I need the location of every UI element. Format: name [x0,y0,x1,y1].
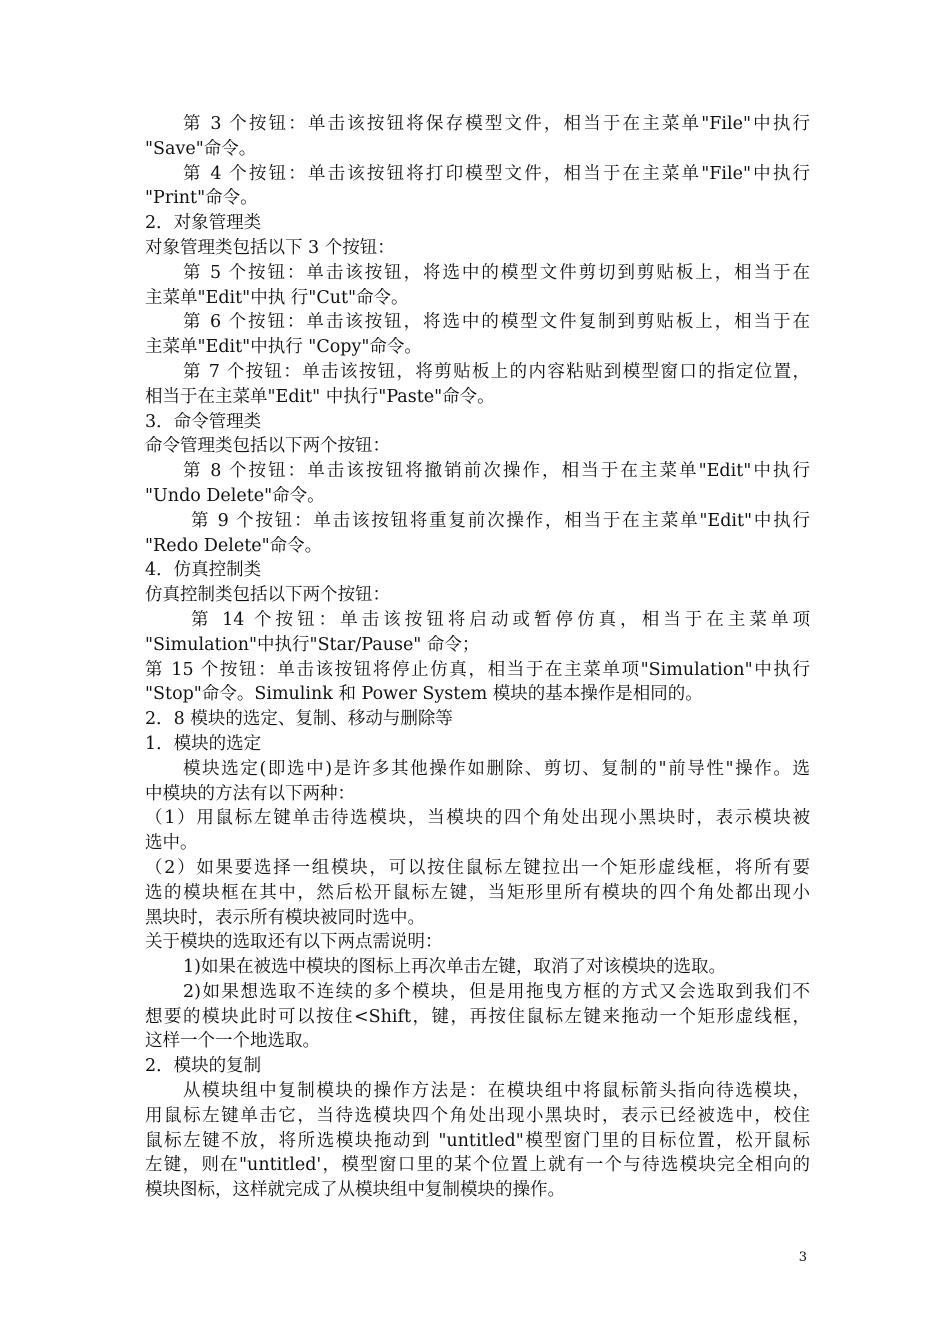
text-line: "Simulation"中执行"Star/Pause" 命令； [145,634,480,655]
text-line: 模块选定(即选中)是许多其他操作如删除、剪切、复制的"前导性"操作。选 [183,758,810,779]
section-heading: 4．仿真控制类 [145,560,262,581]
text-line: 关于模块的选取还有以下两点需说明： [145,932,443,953]
text-line: 第 5 个按钮：单击该按钮，将选中的模型文件剪切到剪贴板上，相当于在 [183,262,810,283]
page-number: 3 [798,1250,807,1265]
text-line: 模块图标，这样就完成了从模块组中复制模块的操作。 [145,1180,565,1201]
text-line: 第 15 个按钮：单击该按钮将停止仿真，相当于在主菜单项"Simulation"中执行 [145,659,810,680]
text-line: 第 3 个按钮：单击该按钮将保存模型文件，相当于在主菜单"File"中执行 [183,114,810,134]
text-line: 左键，则在"untitled'，模型窗口里的某个位置上就有一个与待选模块完全相向的 [145,1155,810,1176]
text-line: 选中。 [145,833,198,854]
text-line: 主菜单"Edit"中执行 "Copy"命令。 [145,337,422,358]
text-line: 从模块组中复制模块的操作方法是：在模块组中将鼠标箭头指向待选模块， [183,1081,810,1102]
text-line: 中模块的方法有以下两种： [145,783,355,804]
text-line: 选的模块框在其中，然后松开鼠标左键，当矩形里所有模块的四个角处都出现小 [145,882,810,903]
text-line: 仿真控制类包括以下两个按钮： [145,585,390,606]
body-text [145,112,810,1203]
text-line: 第 4 个按钮：单击该按钮将打印模型文件，相当于在主菜单"File"中执行 [183,163,810,184]
text-line: （2）如果要选择一组模块，可以按住鼠标左键拉出一个矩形虚线框，将所有要 [145,857,810,878]
text-line: 2)如果想选取不连续的多个模块，但是用拖曳方框的方式又会选取到我们不 [183,981,810,1002]
text-line: 命令管理类包括以下两个按钮： [145,436,390,457]
section-heading: 3．命令管理类 [145,411,262,432]
text-line: 鼠标左键不放，将所选模块拖动到 "untitled"模型窗门里的目标位置，松开鼠标 [145,1130,810,1151]
text-line: 1)如果在被选中模块的图标上再次单击左键，取消了对该模块的选取。 [183,957,726,978]
text-line: 想要的模块此时可以按住<Shift，键，再按住鼠标左键来拖动一个矩形虚线框， [145,1006,810,1027]
text-line: 第 9 个按钮：单击该按钮将重复前次操作，相当于在主菜单"Edit"中执行 [191,510,810,531]
text-line: 这样一个一个地选取。 [145,1031,320,1052]
text-line: 第 6 个按钮：单击该按钮，将选中的模型文件复制到剪贴板上，相当于在 [183,312,810,333]
text-line: 主菜单"Edit"中执 行"Cut"命令。 [145,287,409,308]
section-heading: 2．8 模块的选定、复制、移动与删除等 [145,709,453,730]
text-line: "Stop"命令。Simulink 和 Power System 模块的基本操作是相同的。 [145,684,703,705]
text-line: 第 7 个按钮：单击该按钮，将剪贴板上的内容粘贴到模型窗口的指定位置， [183,361,810,382]
subsection-heading: 2．模块的复制 [145,1056,262,1077]
text-line: 第 14 个按钮：单击该按钮将启动或暂停仿真，相当于在主菜单项 [191,609,810,630]
section-heading: 2．对象管理类 [145,213,262,234]
text-line: "Print"命令。 [145,188,258,209]
text-line: 相当于在主菜单"Edit" 中执行"Paste"命令。 [145,386,495,407]
text-line: （1）用鼠标左键单击待选模块，当模块的四个角处出现小黑块时，表示模块被 [145,808,810,829]
text-line: 用鼠标左键单击它，当待选模块四个角处出现小黑块时，表示已经被选中，校住 [145,1105,810,1126]
text-line: "Save"命令。 [145,138,257,159]
text-line: "Undo Delete"命令。 [145,485,325,506]
text-line: 黑块时，表示所有模块被同时选中。 [145,907,425,928]
subsection-heading: 1．模块的选定 [145,733,262,754]
text-line: "Redo Delete"命令。 [145,535,323,556]
text-line: 第 8 个按钮：单击该按钮将撤销前次操作，相当于在主菜单"Edit"中执行 [183,461,810,482]
text-line: 对象管理类包括以下 3 个按钮： [145,237,395,258]
